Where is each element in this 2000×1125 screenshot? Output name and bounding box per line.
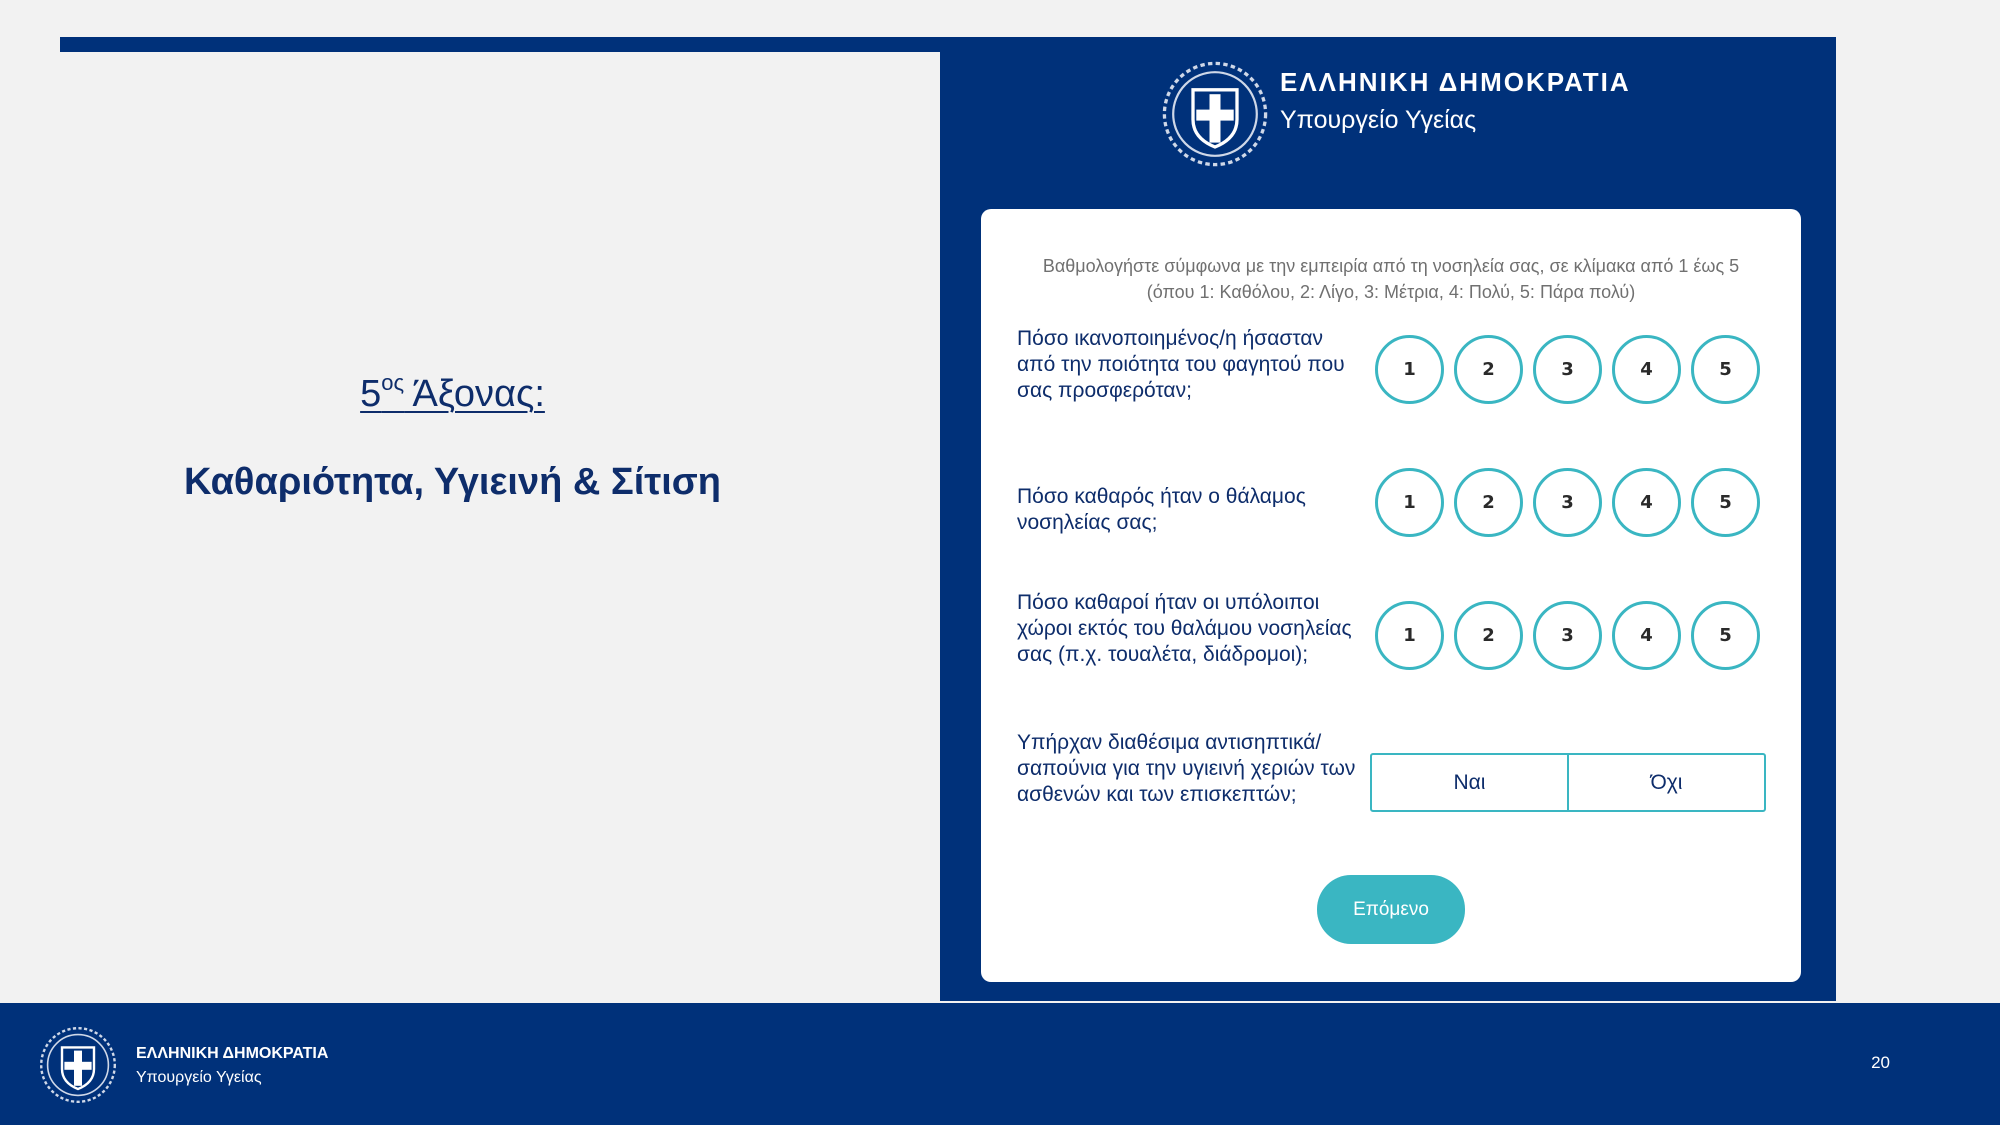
question-ward-cleanliness: Πόσο καθαρός ήταν ο θάλαμος νοσηλείας σας; [1017, 485, 1306, 534]
panel-brand [1280, 67, 1631, 135]
rating-option-2[interactable]: 2 [1454, 468, 1523, 537]
rating-scale-common-areas [1375, 601, 1760, 670]
rating-scale-ward-cleanliness [1375, 468, 1760, 537]
next-button[interactable]: Επόμενο [1317, 875, 1465, 944]
yes-no-toggle [1370, 753, 1766, 812]
axis-title [360, 370, 545, 416]
yes-option[interactable]: Ναι [1453, 770, 1486, 794]
rating-option-5[interactable]: 5 [1691, 601, 1760, 670]
rating-option-5[interactable]: 5 [1691, 335, 1760, 404]
brand-title: ΕΛΛΗΝΙΚΗ ΔΗΜΟΚΡΑΤΙΑ [1280, 67, 1631, 97]
footer-bar [0, 1003, 2000, 1125]
rating-option-3[interactable]: 3 [1533, 601, 1602, 670]
rating-option-5[interactable]: 5 [1691, 468, 1760, 537]
section-heading [60, 370, 845, 504]
no-option[interactable]: Όχι [1567, 755, 1764, 810]
question-common-areas-cleanliness: Πόσο καθαροί ήταν οι υπόλοιποι χώροι εκτός του θαλάμου νοσηλείας σας (π.χ. τουαλέτα, διάδρομοι); [1017, 591, 1352, 666]
axis-ordinal: ος [381, 370, 405, 395]
rating-scale-food-quality [1375, 335, 1760, 404]
top-accent-bar [60, 37, 940, 52]
footer-brand [136, 1045, 328, 1087]
rating-option-4[interactable]: 4 [1612, 468, 1681, 537]
rating-option-2[interactable]: 2 [1454, 601, 1523, 670]
brand-ministry: Υπουργείο Υγείας [1280, 106, 1477, 134]
greek-coat-of-arms-icon [38, 1025, 118, 1105]
survey-card [981, 209, 1801, 982]
rating-option-1[interactable]: 1 [1375, 601, 1444, 670]
greek-coat-of-arms-icon [1160, 59, 1270, 169]
question-food-quality: Πόσο ικανοποιημένος/η ήσασταν από την ποιότητα του φαγητού που σας προσφερόταν; [1017, 327, 1345, 402]
rating-option-4[interactable]: 4 [1612, 335, 1681, 404]
rating-option-3[interactable]: 3 [1533, 335, 1602, 404]
rating-option-2[interactable]: 2 [1454, 335, 1523, 404]
axis-label: Άξονας: [404, 373, 545, 415]
rating-option-3[interactable]: 3 [1533, 468, 1602, 537]
question-hand-hygiene: Υπήρχαν διαθέσιμα αντισηπτικά/σαπούνια για την υγιεινή χεριών των ασθενών και των επισκεπτών; [1017, 731, 1356, 806]
survey-screenshot-panel [940, 37, 1836, 1001]
survey-instructions [1001, 253, 1781, 305]
footer-brand-ministry: Υπουργείο Υγείας [136, 1069, 262, 1086]
rating-option-1[interactable]: 1 [1375, 468, 1444, 537]
page-number: 20 [1871, 1053, 1890, 1072]
rating-option-1[interactable]: 1 [1375, 335, 1444, 404]
rating-option-4[interactable]: 4 [1612, 601, 1681, 670]
instructions-line-1: Βαθμολογήστε σύμφωνα με την εμπειρία από τη νοσηλεία σας, σε κλίμακα από 1 έως 5 [1042, 256, 1740, 276]
instructions-line-2: (όπου 1: Καθόλου, 2: Λίγο, 3: Μέτρια, 4: Πολύ, 5: Πάρα πολύ) [1146, 282, 1636, 302]
axis-subtitle: Καθαριότητα, Υγιεινή & Σίτιση [184, 461, 721, 503]
axis-number: 5 [360, 373, 382, 415]
footer-brand-title: ΕΛΛΗΝΙΚΗ ΔΗΜΟΚΡΑΤΙΑ [136, 1045, 329, 1062]
